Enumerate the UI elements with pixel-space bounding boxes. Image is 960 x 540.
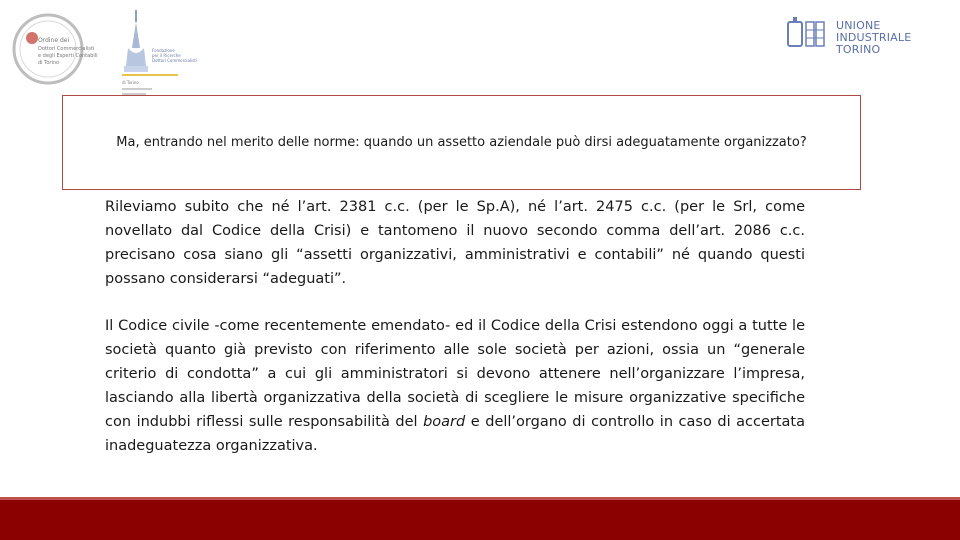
mole-logo-line4: di Torino bbox=[122, 80, 139, 85]
unione-industriale-logo bbox=[786, 14, 946, 54]
mole-logo-line2: per il Ricerche bbox=[152, 53, 181, 58]
ui-logo-line1: UNIONE INDUSTRIALE bbox=[836, 19, 912, 44]
paragraph-2-tail: e dell’organo di controllo in caso di accertata inadeguatezza organizzativa. bbox=[105, 414, 806, 454]
odcec-logo-line1: Ordine dei bbox=[38, 37, 70, 44]
odcec-logo bbox=[12, 12, 112, 86]
paragraph-2-italic: board bbox=[423, 414, 466, 430]
ui-logo-line2: TORINO bbox=[836, 43, 881, 56]
question-box bbox=[62, 95, 861, 190]
paragraph-2-text: Il Codice civile -come recentemente emendato- ed il Codice della Crisi estendono oggi a tutte le società quanto già previsto con riferimento alle sole società per azioni, ossia un “generale criterio di condotta” a cui gli amministratori si devono attenere nell’organizzare l’impresa, lasciando alla libertà organizzativa della società di scegliere le misure organizzative specifiche con indubbi riflessi sulle responsabilità del bbox=[105, 318, 805, 430]
odcec-logo-line4: di Torino bbox=[38, 60, 60, 66]
mole-logo-line1: Fondazione bbox=[152, 48, 175, 53]
mole-antonelliana-logo bbox=[118, 8, 197, 100]
odcec-logo-line2: Dottori Commercialisti bbox=[38, 46, 95, 52]
odcec-logo-line3: e degli Esperti Contabili bbox=[38, 53, 98, 59]
question-text: Ma, entrando nel merito delle norme: quando un assetto aziendale può dirsi adeguatamente organizzato? bbox=[116, 134, 807, 150]
footer-bar bbox=[0, 500, 960, 540]
mole-logo-line3: Dottori Commercialisti bbox=[152, 58, 197, 63]
paragraph-2 bbox=[105, 314, 805, 458]
paragraph-1: Rileviamo subito che né l’art. 2381 c.c. (per le Sp.A), né l’art. 2475 c.c. (per le Srl, come novellato dal Codice della Crisi) e tantomeno il nuovo secondo comma dell’art. 2086 c.c. precisano cosa siano gli “assetti organizzativi, amministrativi e contabili” né quando questi possano considerarsi “adeguati”. bbox=[105, 199, 805, 287]
